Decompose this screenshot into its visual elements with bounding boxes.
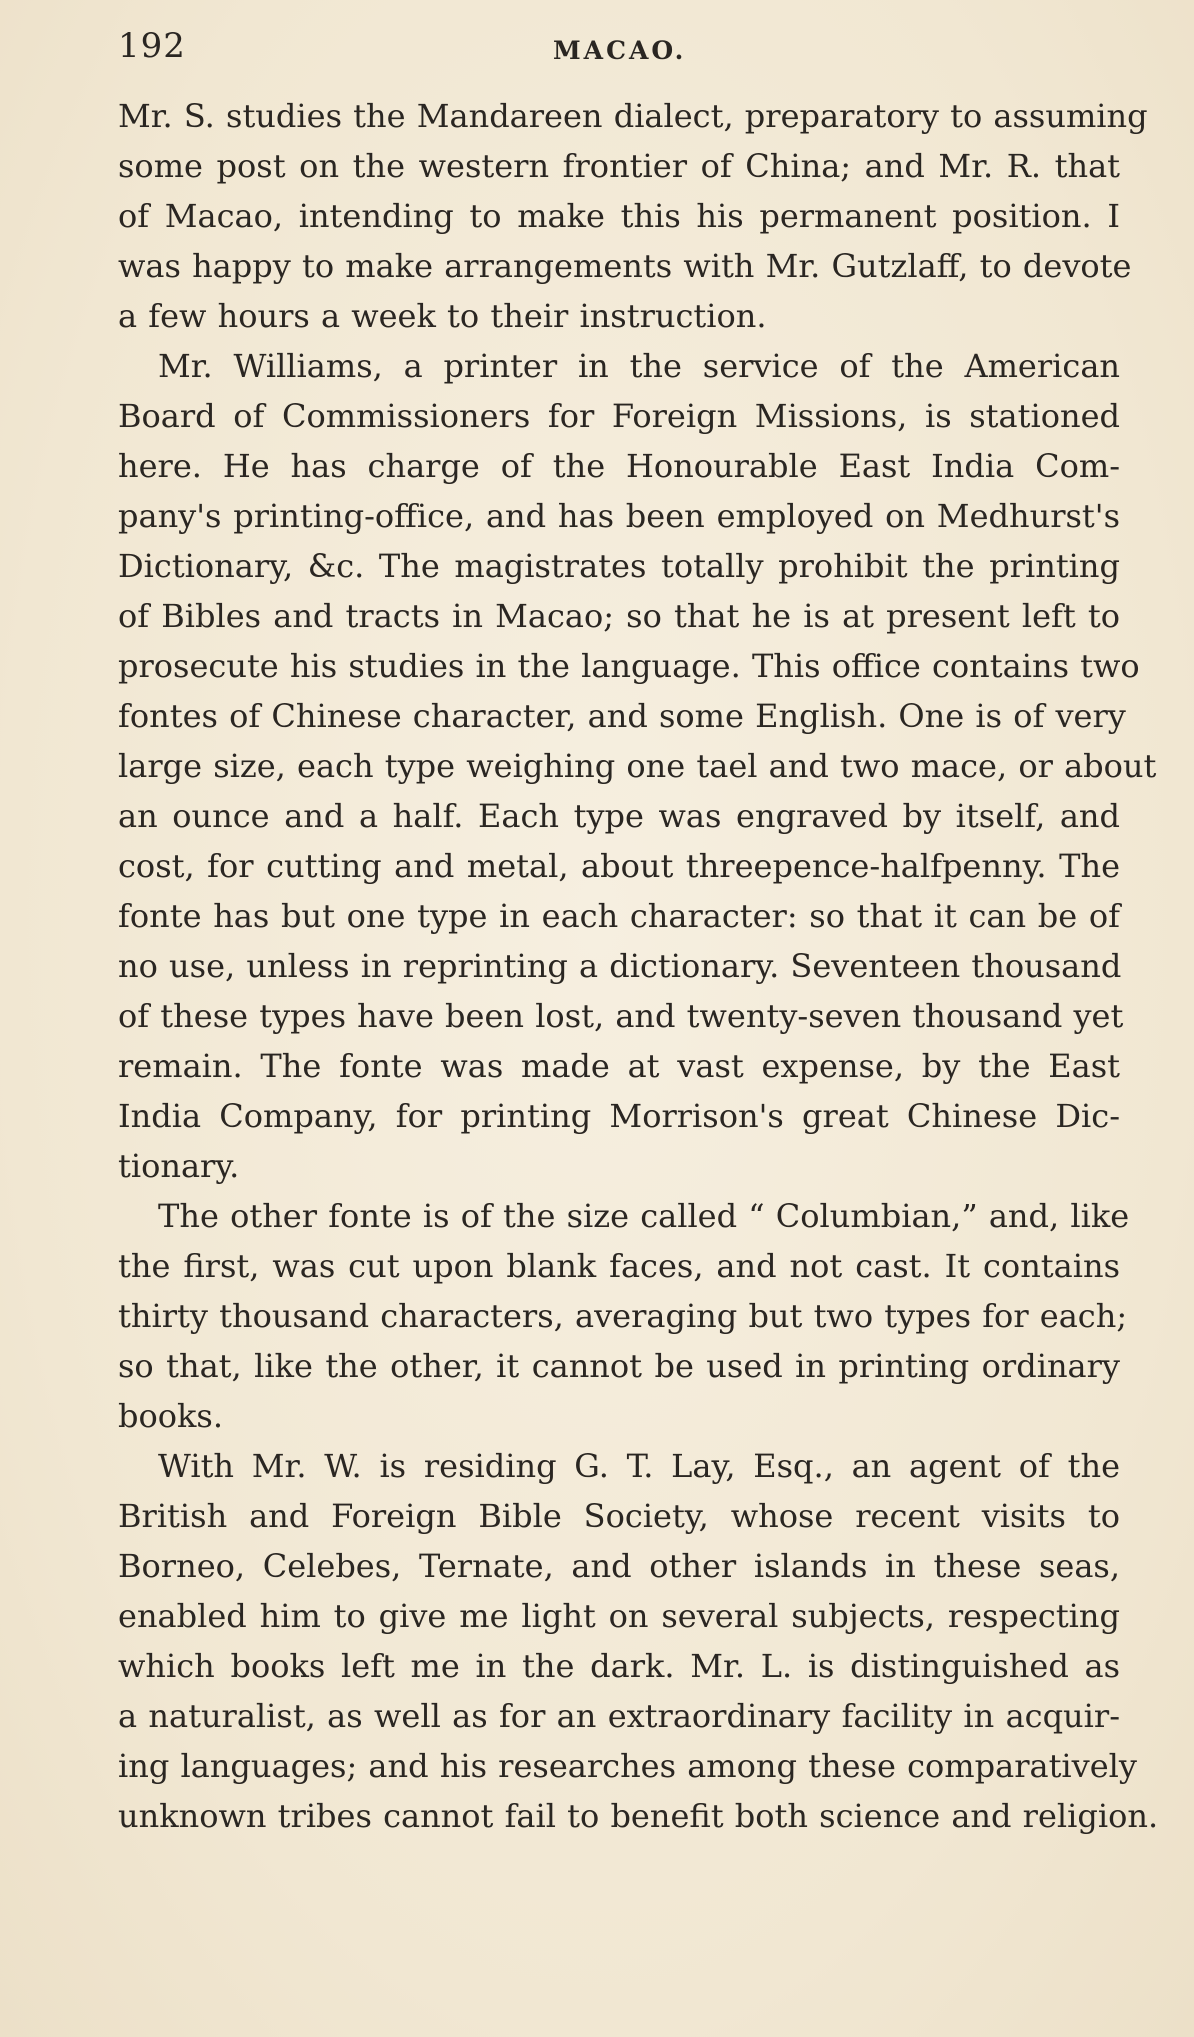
text-line: of Bibles and tracts in Macao; so that he is at present left to (118, 597, 1120, 635)
text-line: The other fonte is of the size called “ Columbian,” and, like (158, 1197, 1130, 1235)
text-line: some post on the western frontier of China; and Mr. R. that (118, 147, 1120, 185)
paragraph (118, 1441, 1159, 1841)
text-line: Borneo, Celebes, Ternate, and other islands in these seas, (118, 1547, 1120, 1585)
text-line: a few hours a week to their instruction. (118, 297, 767, 335)
text-line: books. (118, 1397, 223, 1435)
text-line: no use, unless in reprinting a dictionary. Seventeen thousand (118, 947, 1122, 985)
paragraph (118, 1191, 1130, 1441)
text-line: so that, like the other, it cannot be used in printing ordinary (118, 1347, 1120, 1385)
text-line: of Macao, intending to make this his permanent position. I (118, 197, 1120, 235)
text-line: India Company, for printing Morrison's great Chinese Dic- (118, 1097, 1120, 1135)
text-line: large size, each type weighing one tael and two mace, or about (118, 747, 1157, 785)
text-line: tionary. (118, 1147, 240, 1185)
paragraph (118, 91, 1148, 341)
text-line: Dictionary, &c. The magistrates totally prohibit the printing (118, 547, 1120, 585)
text-line: thirty thousand characters, averaging but two types for each; (118, 1297, 1128, 1335)
text-line: British and Foreign Bible Society, whose recent visits to (118, 1497, 1120, 1535)
text-line: prosecute his studies in the language. This office contains two (118, 647, 1140, 685)
text-line: of these types have been lost, and twenty-seven thousand yet (118, 997, 1124, 1035)
text-line: Mr. S. studies the Mandareen dialect, preparatory to assuming (118, 97, 1148, 135)
text-line: fonte has but one type in each character: so that it can be of (118, 897, 1120, 935)
text-line: With Mr. W. is residing G. T. Lay, Esq., an agent of the (158, 1447, 1120, 1485)
text-line: remain. The fonte was made at vast expense, by the East (118, 1047, 1120, 1085)
running-head (118, 26, 1128, 86)
text-line: unknown tribes cannot fail to benefit both science and religion. (118, 1797, 1159, 1835)
text-line: a naturalist, as well as for an extraordinary facility in acquir- (118, 1697, 1120, 1735)
text-line: an ounce and a half. Each type was engraved by itself, and (118, 797, 1120, 835)
text-line: which books left me in the dark. Mr. L. is distinguished as (118, 1647, 1120, 1685)
text-line: cost, for cutting and metal, about threepence-halfpenny. The (118, 847, 1120, 885)
text-line: Mr. Williams, a printer in the service of the American (158, 347, 1120, 385)
text-line: ing languages; and his researches among these comparatively (118, 1747, 1137, 1785)
paragraph (118, 341, 1157, 1191)
text-line: here. He has charge of the Honourable East India Com- (118, 447, 1120, 485)
text-line: pany's printing-office, and has been employed on Medhurst's (118, 497, 1120, 535)
text-line: fontes of Chinese character, and some English. One is of very (118, 697, 1126, 735)
text-line: was happy to make arrangements with Mr. Gutzlaff, to devote (118, 247, 1132, 285)
page-number: 192 (118, 26, 186, 66)
body-text (118, 91, 1159, 1841)
running-title: MACAO. (553, 36, 687, 65)
text-line: the first, was cut upon blank faces, and not cast. It contains (118, 1247, 1120, 1285)
text-line: enabled him to give me light on several subjects, respecting (118, 1597, 1120, 1635)
text-line: Board of Commissioners for Foreign Missions, is stationed (118, 397, 1120, 435)
